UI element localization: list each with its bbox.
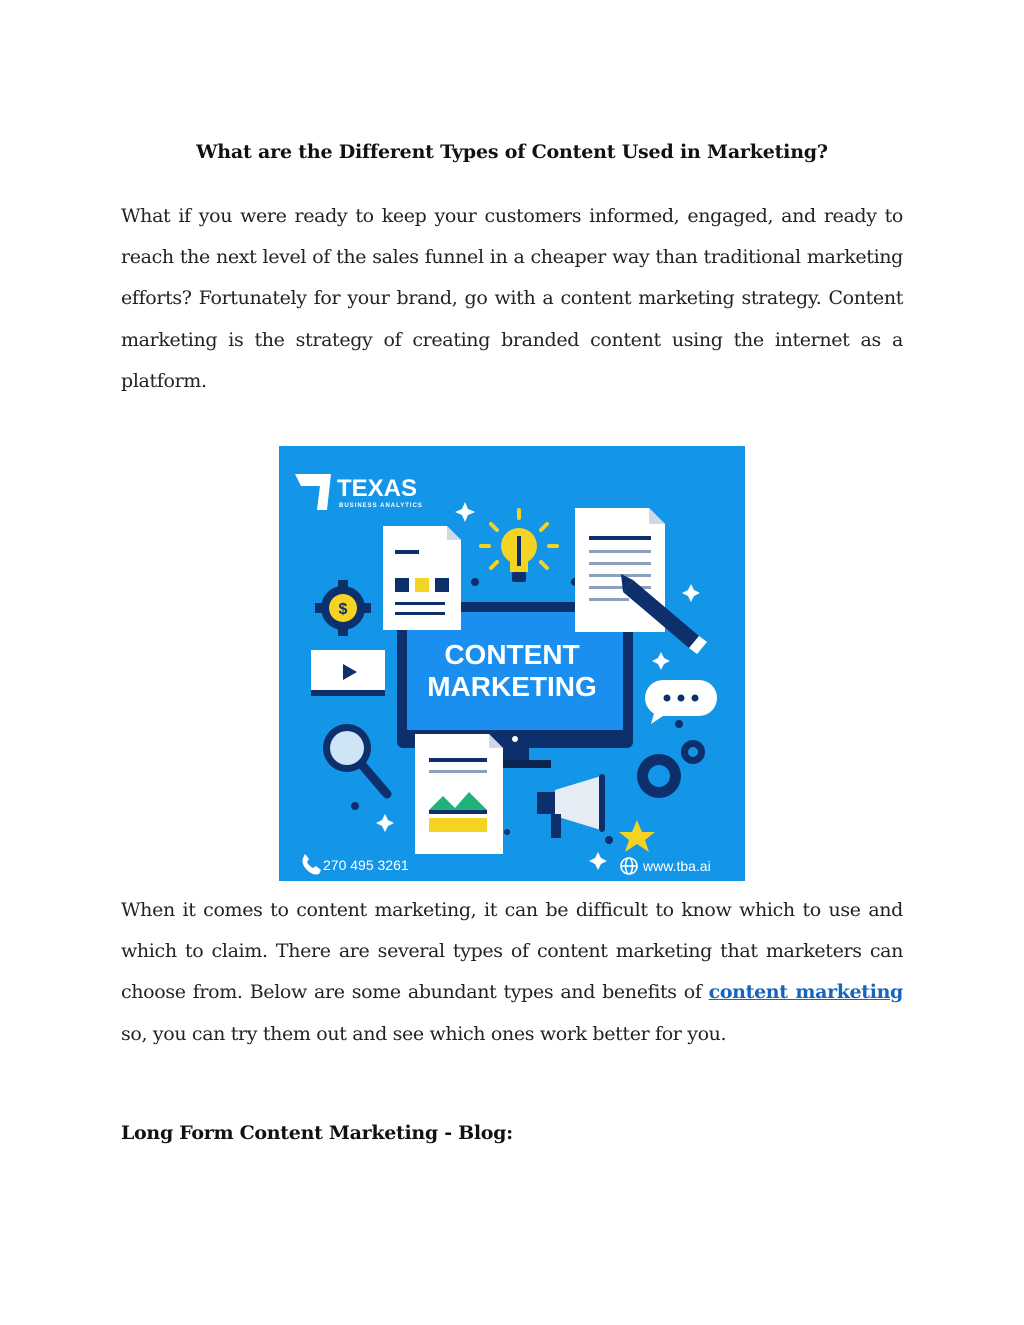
lightbulb-icon: [481, 510, 557, 582]
star-icon: [619, 820, 655, 852]
phone-number: 270 495 3261: [323, 857, 409, 873]
coin-symbol: $: [338, 601, 348, 618]
video-player-icon: [311, 650, 385, 696]
headline-line-1: CONTENT: [444, 639, 580, 670]
globe-icon: [621, 858, 637, 874]
chat-bubble-icon: [645, 680, 717, 724]
headline-line-2: MARKETING: [427, 671, 597, 702]
megaphone-icon: [537, 774, 605, 838]
gears-icon: [637, 740, 705, 798]
brand-subtitle: BUSINESS ANALYTICS: [339, 503, 423, 509]
body-text-before-link: When it comes to content marketing, it can be difficult to know which to use and which to claim. There are several types of content marketing that marketers can choose from. Below are some abundant types and benefits of: [121, 899, 903, 1004]
website-url: www.tba.ai: [643, 858, 711, 874]
content-marketing-link[interactable]: content marketing: [708, 981, 903, 1004]
magnifier-icon: [323, 724, 387, 794]
tba-logo-icon: [295, 474, 331, 510]
section-heading: Long Form Content Marketing - Blog:: [121, 1122, 513, 1144]
body-text-after-link: so, you can try them out and see which ones work better for you.: [121, 1022, 727, 1045]
document-icon: [383, 526, 461, 630]
chart-document-icon: [415, 734, 503, 854]
phone-icon: [303, 854, 322, 875]
intro-paragraph: What if you were ready to keep your customers informed, engaged, and ready to reach the next level of the sales funnel in a cheaper way than traditional marketing efforts? Fortunately for your brand, go with a content marketing strategy. Content marketing is the strategy of creating branded content using the internet as a platform.: [121, 205, 903, 392]
content-marketing-banner: [279, 446, 745, 881]
body-paragraph: [121, 890, 903, 1055]
page-title: What are the Different Types of Content Used in Marketing?: [196, 141, 828, 163]
brand-name: TEXAS: [337, 475, 418, 502]
